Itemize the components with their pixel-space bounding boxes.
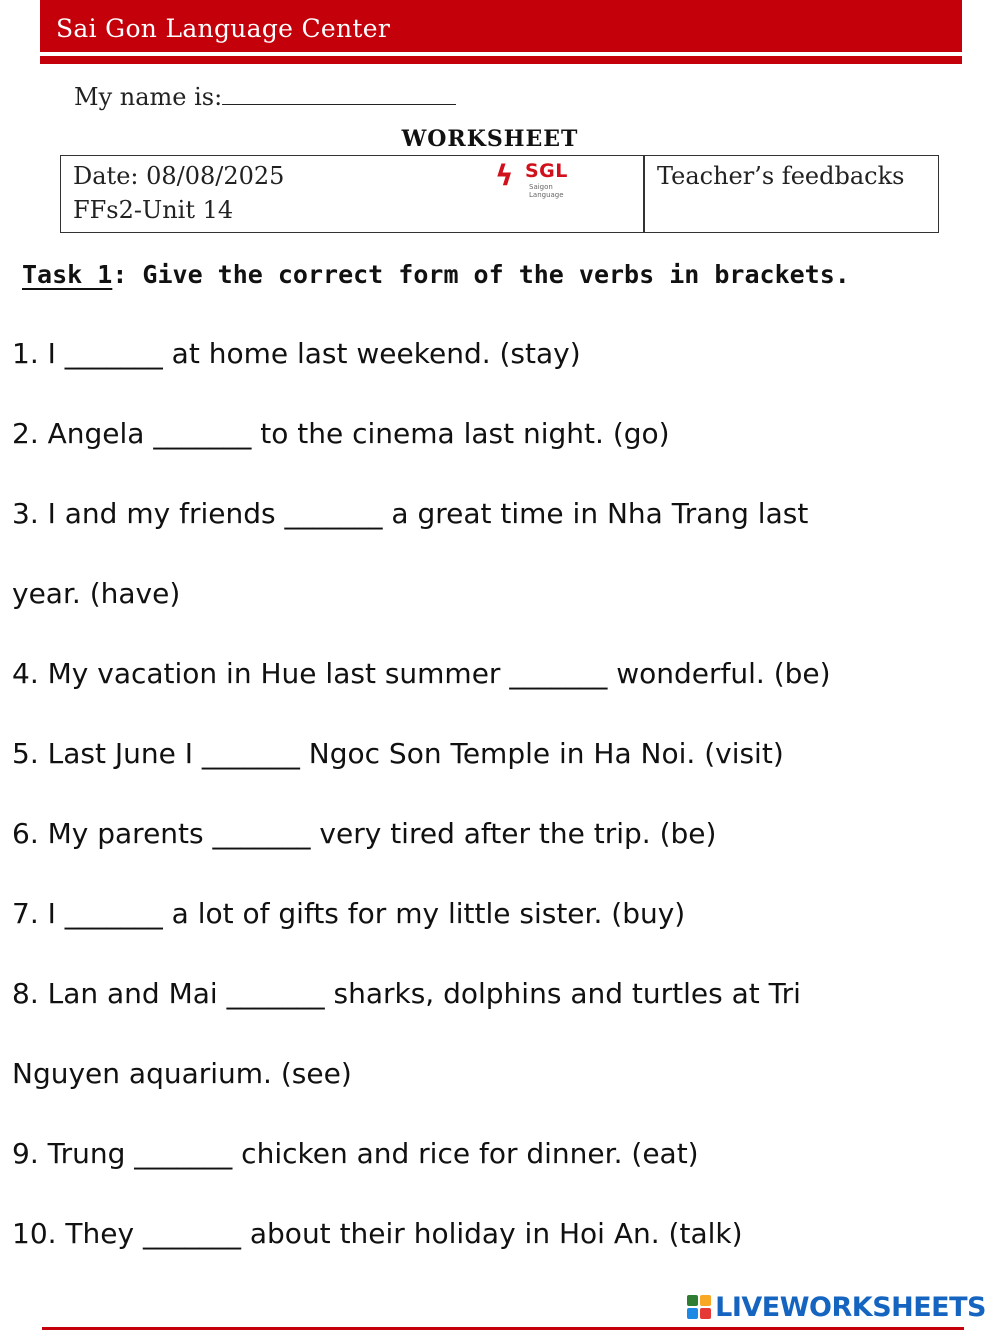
info-table bbox=[60, 155, 939, 233]
unit-text: FFs2-Unit 14 bbox=[73, 196, 234, 224]
name-label: My name is: bbox=[74, 83, 223, 111]
question-line: 6. My parents _______ very tired after the trip. (be) bbox=[12, 817, 717, 850]
question-line: 1. I _______ at home last weekend. (stay) bbox=[12, 337, 581, 370]
teacher-feedback-label: Teacher’s feedbacks bbox=[657, 162, 905, 190]
question-line: 10. They _______ about their holiday in Hoi An. (talk) bbox=[12, 1217, 743, 1250]
footer-brand-text: LIVEWORKSHEETS bbox=[715, 1291, 986, 1323]
question-line: 7. I _______ a lot of gifts for my little sister. (buy) bbox=[12, 897, 686, 930]
center-name: Sai Gon Language Center bbox=[56, 14, 391, 43]
question-line: 4. My vacation in Hue last summer _______ wonderful. (be) bbox=[12, 657, 831, 690]
question-line: 3. I and my friends _______ a great time in Nha Trang last bbox=[12, 497, 809, 530]
name-row bbox=[74, 82, 456, 111]
question-line: year. (have) bbox=[12, 577, 181, 610]
name-blank[interactable] bbox=[222, 82, 456, 105]
sgl-logo bbox=[495, 159, 587, 199]
task-label: Task 1 bbox=[22, 260, 113, 289]
question-line: 5. Last June I _______ Ngoc Son Temple in Ha Noi. (visit) bbox=[12, 737, 784, 770]
sgl-swirl-icon: ϟ bbox=[495, 159, 514, 192]
table-divider bbox=[643, 156, 645, 232]
date-text: Date: 08/08/2025 bbox=[73, 162, 285, 190]
task-heading bbox=[22, 260, 850, 289]
question-line: 9. Trung _______ chicken and rice for dinner. (eat) bbox=[12, 1137, 699, 1170]
liveworksheets-logo bbox=[687, 1289, 986, 1325]
header-divider bbox=[40, 56, 962, 64]
worksheet-title: WORKSHEET bbox=[401, 126, 579, 152]
logo-subtitle: Saigon Language bbox=[529, 183, 564, 199]
question-line: 2. Angela _______ to the cinema last night. (go) bbox=[12, 417, 670, 450]
logo-brand: SGL bbox=[525, 160, 568, 182]
liveworksheets-mark-icon bbox=[687, 1295, 711, 1319]
question-line: 8. Lan and Mai _______ sharks, dolphins and turtles at Tri bbox=[12, 977, 801, 1010]
task-instruction: : Give the correct form of the verbs in brackets. bbox=[112, 260, 850, 289]
header-bar bbox=[40, 0, 962, 52]
question-line: Nguyen aquarium. (see) bbox=[12, 1057, 352, 1090]
footer-divider bbox=[42, 1327, 964, 1330]
